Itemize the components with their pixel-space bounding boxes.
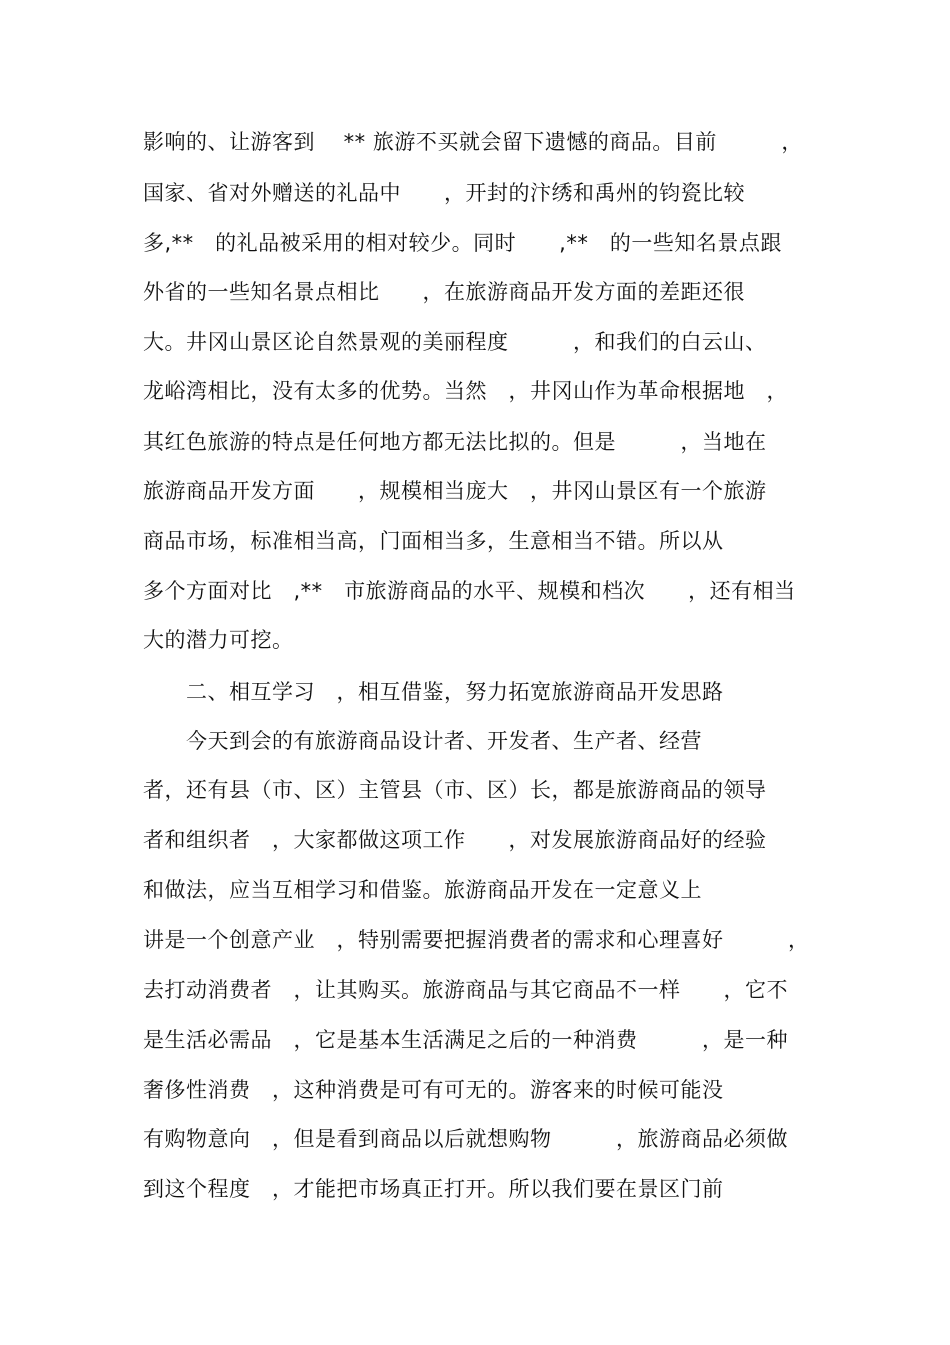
text-line: 到这个程度 ，才能把市场真正打开。所以我们要在景区门前 — [143, 1177, 724, 1201]
text-line: 奢侈性消费 ，这种消费是可有可无的。游客来的时候可能没 — [143, 1078, 724, 1102]
text-line: 有购物意向 ，但是看到商品以后就想购物 ，旅游商品必须做 — [143, 1127, 788, 1151]
text-line: 者和组织者 ，大家都做这项工作 ，对发展旅游商品好的经验 — [143, 828, 767, 852]
text-line: 旅游商品开发方面 ，规模相当庞大 ，井冈山景区有一个旅游 — [143, 479, 767, 503]
text-line: 者，还有县（市、区）主管县（市、区）长，都是旅游商品的领导 — [143, 778, 767, 802]
text-line: 大。井冈山景区论自然景观的美丽程度 ，和我们的白云山、 — [143, 330, 767, 354]
text-line: 和做法，应当互相学习和借鉴。旅游商品开发在一定意义上 — [143, 878, 702, 902]
text-line: 去打动消费者 ，让其购买。旅游商品与其它商品不一样 ，它不 — [143, 978, 788, 1002]
text-line: 讲是一个创意产业 ，特别需要把握消费者的需求和心理喜好 ， — [143, 928, 810, 952]
text-line: 影响的、让游客到 ** 旅游不买就会留下遗憾的商品。目前 ， — [143, 130, 803, 154]
text-line: 商品市场，标准相当高，门面相当多，生意相当不错。所以从 — [143, 529, 724, 553]
section-heading: 二、相互学习 ，相互借鉴，努力拓宽旅游商品开发思路 — [143, 680, 724, 704]
text-line: 多个方面对比 ,** 市旅游商品的水平、规模和档次 ，还有相当 — [143, 579, 796, 603]
text-line: 国家、省对外赠送的礼品中 ，开封的汴绣和禹州的钧瓷比较 — [143, 181, 745, 205]
text-line: 龙峪湾相比，没有太多的优势。当然 ，井冈山作为革命根据地 ， — [143, 379, 788, 403]
text-line: 今天到会的有旅游商品设计者、开发者、生产者、经营 — [143, 729, 702, 753]
text-line: 是生活必需品 ，它是基本生活满足之后的一种消费 ，是一种 — [143, 1028, 788, 1052]
text-line: 外省的一些知名景点相比 ，在旅游商品开发方面的差距还很 — [143, 280, 745, 304]
text-line: 其红色旅游的特点是任何地方都无法比拟的。但是 ，当地在 — [143, 430, 767, 454]
text-line: 大的潜力可挖。 — [143, 628, 294, 652]
text-line: 多,** 的礼品被采用的相对较少。同时 ,** 的一些知名景点跟 — [143, 231, 782, 255]
